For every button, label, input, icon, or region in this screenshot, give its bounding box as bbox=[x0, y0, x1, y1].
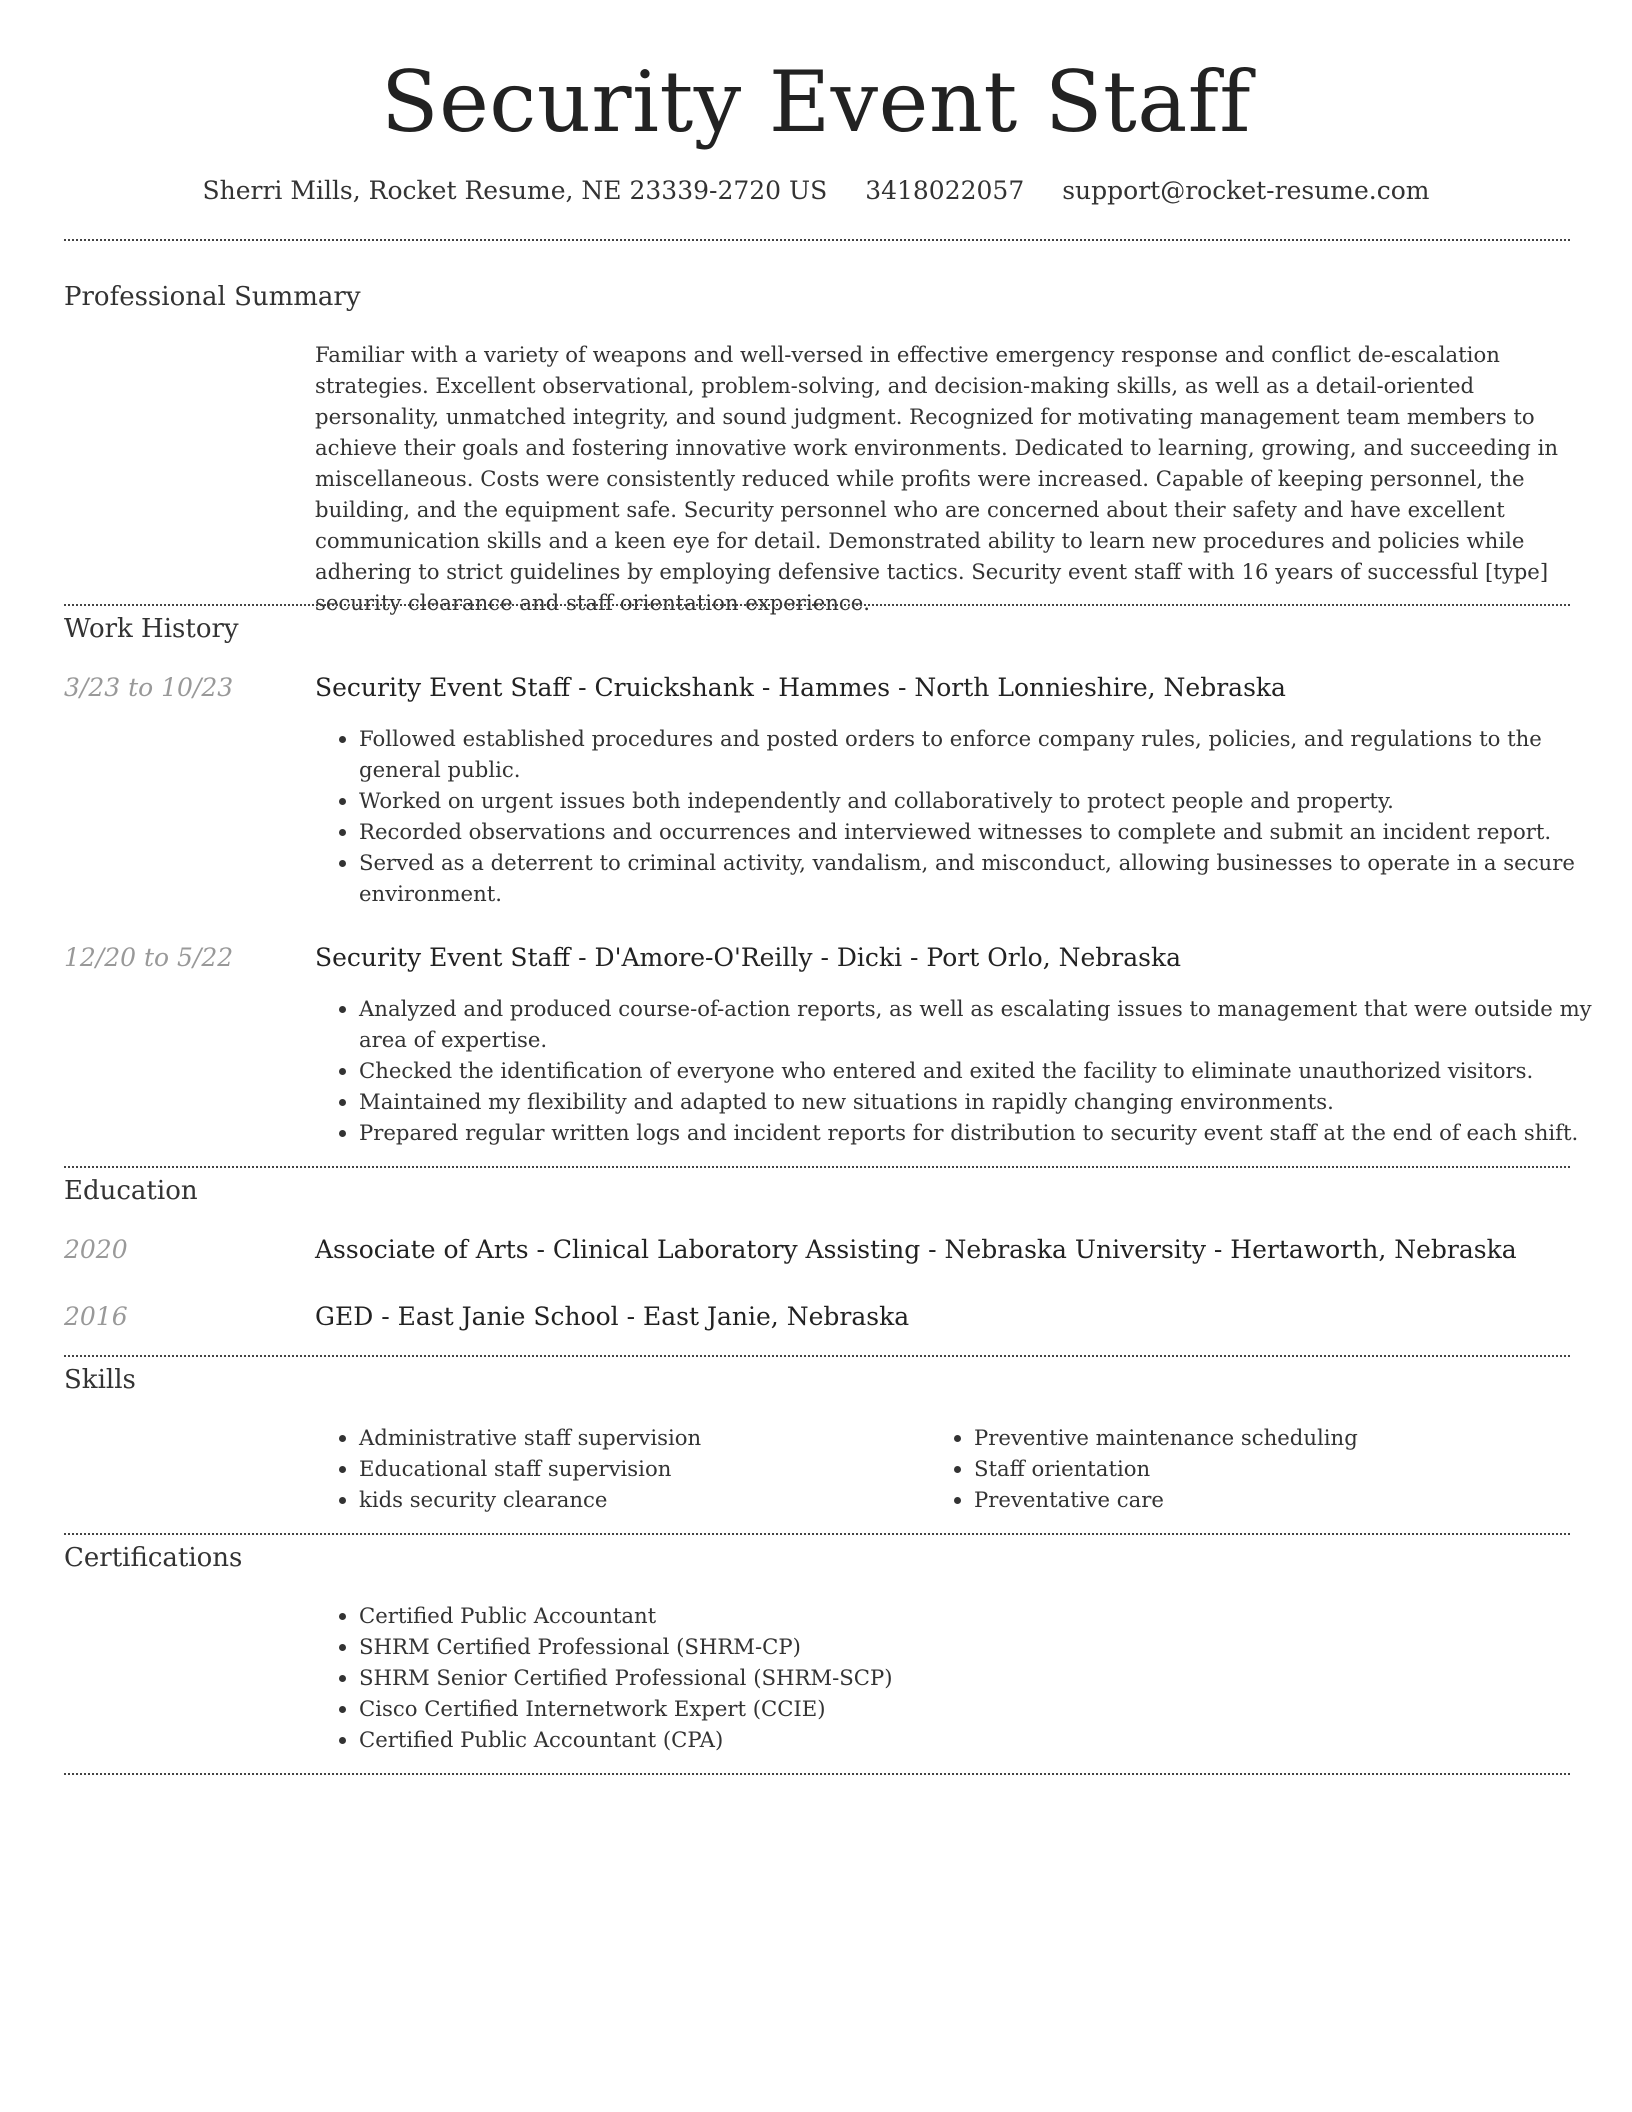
summary-section-title: Professional Summary bbox=[64, 282, 361, 312]
list-item: • SHRM Certified Professional (SHRM-CP) bbox=[359, 1631, 1615, 1662]
skills-list-left bbox=[315, 1422, 919, 1515]
list-item: • Analyzed and produced course-of-action reports, as well as escalating issues to management that were outside my area of expertise. bbox=[359, 993, 1615, 1055]
list-item: • Preventative care bbox=[974, 1484, 1574, 1515]
contact-address: Sherri Mills, Rocket Resume, NE 23339-2720 US bbox=[202, 176, 828, 205]
contact-line bbox=[0, 176, 1632, 205]
list-item: • Maintained my flexibility and adapted to new situations in rapidly changing environments. bbox=[359, 1086, 1615, 1117]
list-item: • Followed established procedures and posted orders to enforce company rules, policies, and regulations to the general public. bbox=[359, 723, 1615, 785]
certifications-section-title: Certifications bbox=[64, 1543, 243, 1573]
job-heading: Security Event Staff - D'Amore-O'Reilly - Dicki - Port Orlo, Nebraska bbox=[315, 943, 1182, 972]
list-item: • SHRM Senior Certified Professional (SHRM-SCP) bbox=[359, 1662, 1615, 1693]
resume-header bbox=[0, 0, 1632, 205]
candidate-title: Security Event Staff bbox=[381, 53, 1251, 151]
list-item: • Recorded observations and occurrences and interviewed witnesses to complete and submit an incident report. bbox=[359, 816, 1615, 847]
education-heading: GED - East Janie School - East Janie, Nebraska bbox=[315, 1302, 910, 1331]
list-item: • Cisco Certified Internetwork Expert (CCIE) bbox=[359, 1693, 1615, 1724]
skills-section-title: Skills bbox=[64, 1365, 136, 1395]
list-item: • Served as a deterrent to criminal activity, vandalism, and misconduct, allowing businesses to operate in a secure environment. bbox=[359, 847, 1615, 909]
divider bbox=[64, 604, 1570, 606]
divider bbox=[64, 1773, 1570, 1775]
job-bullets bbox=[315, 723, 1615, 909]
job-bullets bbox=[315, 993, 1615, 1148]
list-item: • Educational staff supervision bbox=[359, 1453, 919, 1484]
list-item: • Certified Public Accountant (CPA) bbox=[359, 1724, 1615, 1755]
work-section-title: Work History bbox=[64, 614, 239, 644]
list-item: • Staff orientation bbox=[974, 1453, 1574, 1484]
list-item: • Administrative staff supervision bbox=[359, 1422, 919, 1453]
divider bbox=[64, 1355, 1570, 1357]
education-section-title: Education bbox=[64, 1176, 198, 1206]
divider bbox=[64, 239, 1570, 241]
list-item: • Checked the identification of everyone who entered and exited the facility to eliminate unauthorized visitors. bbox=[359, 1055, 1615, 1086]
education-year: 2016 bbox=[64, 1302, 128, 1331]
contact-email: support@rocket-resume.com bbox=[1062, 176, 1430, 205]
list-item: • kids security clearance bbox=[359, 1484, 919, 1515]
list-item: • Certified Public Accountant bbox=[359, 1600, 1615, 1631]
contact-phone: 3418022057 bbox=[865, 176, 1025, 205]
education-year: 2020 bbox=[64, 1235, 128, 1264]
list-item: • Prepared regular written logs and incident reports for distribution to security event staff at the end of each shift. bbox=[359, 1117, 1615, 1148]
job-dates: 3/23 to 10/23 bbox=[64, 673, 234, 702]
divider bbox=[64, 1166, 1570, 1168]
job-dates: 12/20 to 5/22 bbox=[64, 943, 234, 972]
list-item: • Preventive maintenance scheduling bbox=[974, 1422, 1574, 1453]
list-item: • Worked on urgent issues both independently and collaboratively to protect people and property. bbox=[359, 785, 1615, 816]
summary-text: Familiar with a variety of weapons and well-versed in effective emergency response and conflict de-escalation strategies. Excellent observational, problem-solving, and decision-making skills, as well as a detail-oriented personality, unmatched integrity, and sound judgment. Recognized for motivating management team members to achieve their goals and fostering innovative work environments. Dedicated to learning, growing, and succeeding in miscellaneous. Costs were consistently reduced while profits were increased. Capable of keeping personnel, the building, and the equipment safe. Security personnel who are concerned about their safety and have excellent communication skills and a keen eye for detail. Demonstrated ability to learn new procedures and policies while adhering to strict guidelines by employing defensive tactics. Security event staff with 16 years of successful [type] security clearance and staff orientation experience. bbox=[315, 342, 1559, 615]
skills-list-right bbox=[930, 1422, 1574, 1515]
divider bbox=[64, 1533, 1570, 1535]
education-heading: Associate of Arts - Clinical Laboratory Assisting - Nebraska University - Hertaworth, Nebraska bbox=[315, 1235, 1517, 1264]
job-heading: Security Event Staff - Cruickshank - Hammes - North Lonnieshire, Nebraska bbox=[315, 673, 1286, 702]
certifications-list bbox=[315, 1600, 1615, 1755]
